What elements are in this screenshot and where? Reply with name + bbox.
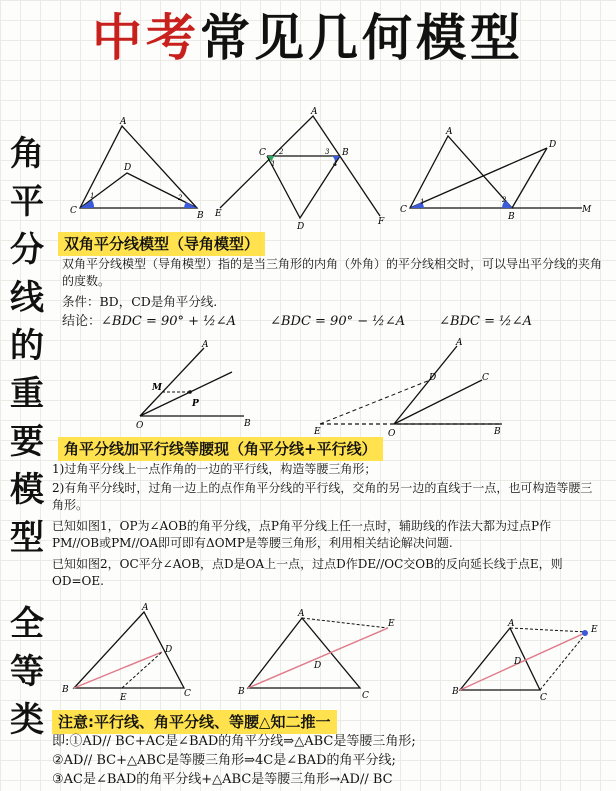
label-O: O [136,421,144,431]
label-B: B [508,212,515,222]
sidebar-char: 分 [10,230,44,270]
label-D: D [429,373,437,383]
figure-congruence-3 [452,618,602,702]
label-C: C [540,693,547,703]
label-1: 1 [90,192,95,200]
label-1: 1 [420,198,425,206]
label-A: A [202,340,209,350]
label-B: B [494,427,501,437]
label-B: B [452,687,459,697]
label-D: D [549,140,557,150]
title-black: 常见几何模型 [200,9,524,67]
formula-1: ∠BDC = 90° + ½∠A [101,314,237,329]
section2-point-1: 1)过角平分线上一点作角的一边的平行线，构造等腰三角形； [52,462,377,476]
label-M: M [152,383,162,393]
label-B: B [197,211,204,221]
label-B: B [244,419,251,429]
label-E: E [215,209,222,219]
sidebar-char: 重 [10,374,44,414]
note-line-2: ②AD// BC+△ABC是等腰三角形⇒4C是∠BAD的角平分线; [52,753,396,768]
sidebar-char: 等 [10,652,44,692]
sidebar-char: 要 [10,422,44,462]
section2-point-2: 2)有角平分线时，过角一边上的点作角平分线的平行线，交角的另一边的直线于一点，也可构造等腰三角形。 [52,481,593,512]
sidebar-vertical-title [0,130,54,562]
conclusion-label: 结论： [62,314,102,329]
formula-2: ∠BDC = 90° − ½∠A [270,314,406,329]
section1-description: 双角平分线模型（导角模型）指的是当三角形的内角（外角）的平分线相交时，可以导出平分线的夹角的度数。 [62,257,603,288]
sidebar-char: 角 [10,134,44,174]
label-C: C [259,148,266,158]
section2-example-1: 已知如图1，OP为∠AOB的角平分线，点P角平分线上任一点时，辅助线的作法大都为过点P作PM//OB或PM//OA即可即有ΔOMP是等腰三角形，利用相关结论解决问题. [52,519,552,550]
label-4: 4 [333,160,338,168]
figure-double-bisector-external [215,107,385,232]
label-D: D [514,657,522,667]
label-E: E [388,619,395,629]
label-P: P [192,399,199,409]
label-O: O [388,429,396,439]
figure-double-bisector-mixed [402,128,592,220]
figure-bisector-parallel-1 [132,342,252,434]
section1-condition: 条件：BD，CD是角平分线. [62,294,218,309]
sidebar-vertical-subtitle [0,600,54,744]
note-line-3: ③AC是∠BAD的角平分线+△ABC是等腰三角形→AD// BC [52,772,393,787]
label-B: B [238,687,245,697]
figure-double-bisector-internal [70,117,212,221]
label-B: B [342,148,349,158]
section2-example-2: 已知如图2，OC平分∠AOB，点D是OA上一点，过点D作DE//OC交OB的反向延长线于点E，则OD=OE. [52,557,563,588]
section-heading-note: 注意:平行线、角平分线、等腰△知二推一 [52,710,337,734]
label-A: A [298,609,305,619]
label-C: C [400,205,407,215]
label-F: F [378,217,385,227]
label-D: D [124,163,132,173]
label-1: 1 [271,160,276,168]
sidebar-char: 全 [10,604,44,644]
sidebar-char: 模 [10,470,44,510]
label-C: C [482,373,489,383]
label-A: A [456,338,463,348]
section1-conclusion [62,313,532,330]
label-2: 2 [279,148,284,156]
label-2: 2 [178,194,183,202]
label-A: A [508,619,515,629]
label-2: 2 [502,196,507,204]
sidebar-char: 线 [10,278,44,318]
sidebar-char: 类 [10,700,44,740]
sidebar-char: 的 [10,326,44,366]
label-A: A [120,117,127,127]
figure-congruence-1 [62,604,202,702]
section-heading-bisector-parallel: 角平分线加平行线等腰现（角平分线+平行线） [58,437,383,461]
formula-3: ∠BDC = ½∠A [439,314,532,329]
label-C: C [184,689,191,699]
label-A: A [446,127,453,137]
page-title [0,6,616,70]
title-red: 中考 [92,9,200,67]
sidebar-char: 型 [10,518,44,558]
label-E: E [120,693,127,703]
label-D: D [314,661,322,671]
label-D: D [165,645,173,655]
figure-bisector-parallel-2 [312,340,512,438]
label-B: B [62,685,69,695]
label-A: A [142,603,149,613]
label-E: E [314,427,321,437]
label-C: C [362,691,369,701]
label-A: A [311,107,318,117]
section-heading-double-bisector: 双角平分线模型（导角模型） [58,232,265,256]
note-line-1: 即:①AD// BC+AC是∠BAD的角平分线⇒△ABC是等腰三角形; [52,734,416,749]
label-3: 3 [325,148,330,156]
label-E: E [591,625,598,635]
sidebar-char: 平 [10,182,44,222]
label-M: M [582,205,592,215]
label-D: D [297,222,305,232]
label-C: C [70,206,77,216]
figure-congruence-2 [238,610,403,702]
